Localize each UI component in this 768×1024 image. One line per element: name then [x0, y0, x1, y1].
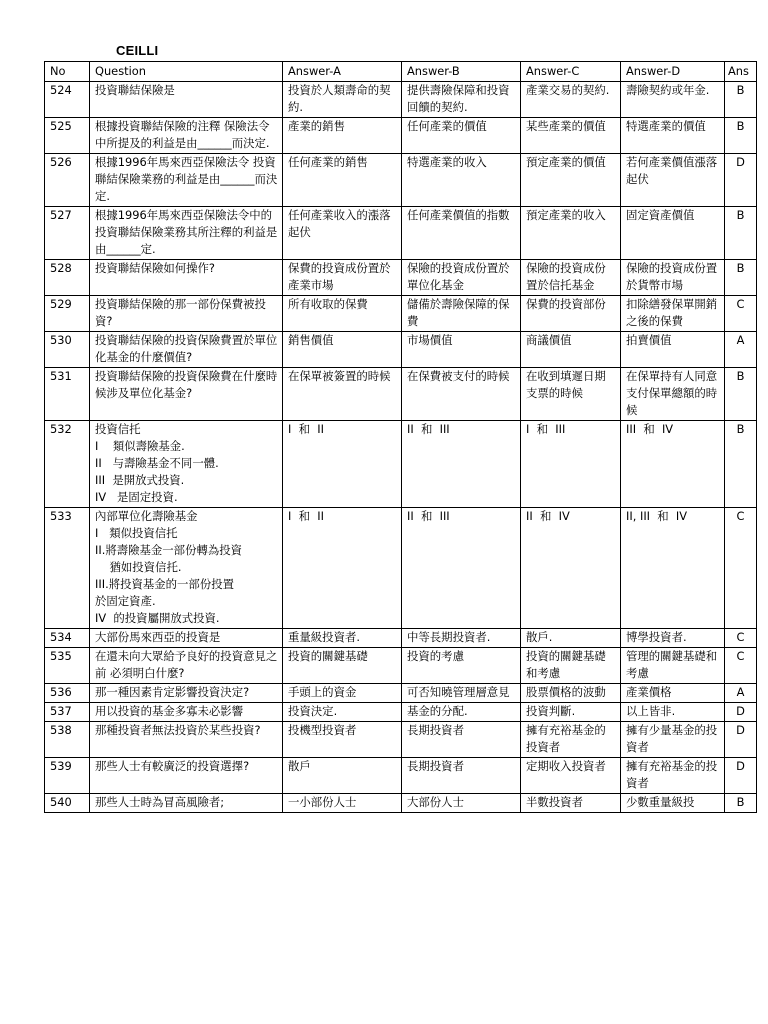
cell-answer-d-text: II, III 和 IV: [626, 509, 688, 523]
cell-question: [90, 82, 283, 118]
cell-answer-c: [521, 648, 621, 684]
cell-question: [90, 648, 283, 684]
cell-question-text: 根據1996年馬來西亞保險法令中的投資聯結保險業務其所注釋的利益是由______定.: [95, 208, 278, 256]
cell-no-text: 535: [50, 649, 72, 663]
cell-answer-d-text: 在保單持有人同意支付保單總額的時候: [626, 369, 718, 417]
cell-answer-d-text: 擁有少量基金的投資者: [626, 723, 718, 754]
cell-question: [90, 260, 283, 296]
cell-answer-d: [621, 758, 725, 794]
header-row: [45, 62, 757, 82]
cell-no: [45, 421, 90, 508]
cell-question-text: 那些人士有較廣泛的投資選擇?: [95, 759, 250, 773]
cell-ans: [725, 629, 757, 648]
cell-answer-b-text: 中等長期投資者.: [407, 630, 491, 644]
cell-question-text: 根據投資聯結保險的注釋 保險法令中所提及的利益是由______而決定.: [95, 119, 270, 150]
cell-answer-c-text: 商議價值: [526, 333, 572, 347]
cell-answer-d: [621, 207, 725, 260]
cell-answer-a: [283, 629, 402, 648]
cell-answer-d: [621, 629, 725, 648]
cell-no-text: 527: [50, 208, 72, 222]
cell-answer-d-text: 固定資產價值: [626, 208, 695, 222]
cell-ans-text: B: [736, 119, 745, 133]
cell-answer-b: [402, 629, 521, 648]
cell-no-text: 537: [50, 704, 72, 718]
table-row: [45, 368, 757, 421]
cell-answer-c: [521, 154, 621, 207]
cell-no: [45, 794, 90, 813]
cell-ans: [725, 648, 757, 684]
cell-answer-b-text: II 和 III: [407, 422, 450, 436]
cell-ans: [725, 421, 757, 508]
table-row: [45, 421, 757, 508]
cell-answer-c: [521, 368, 621, 421]
cell-answer-b-text: 長期投資者: [407, 759, 464, 773]
cell-answer-c: [521, 794, 621, 813]
cell-answer-d-text: 以上皆非.: [626, 704, 676, 718]
cell-answer-d: [621, 332, 725, 368]
cell-answer-b-text: II 和 III: [407, 509, 450, 523]
cell-answer-a-text: 投資的關鍵基礎: [288, 649, 368, 663]
cell-question-text: 投資聯結保險的那一部份保費被投資?: [95, 297, 266, 328]
cell-answer-b: [402, 703, 521, 722]
table-row: [45, 296, 757, 332]
cell-answer-b: [402, 421, 521, 508]
cell-no: [45, 722, 90, 758]
cell-answer-d: [621, 794, 725, 813]
header-answer-c: Answer-C: [521, 62, 621, 82]
cell-answer-a-text: 一小部份人士: [288, 795, 357, 809]
cell-question: [90, 154, 283, 207]
cell-answer-b: [402, 207, 521, 260]
cell-no-text: 529: [50, 297, 72, 311]
cell-question: [90, 421, 283, 508]
question-table: [44, 61, 757, 813]
cell-no-text: 531: [50, 369, 72, 383]
cell-answer-b-text: 提供壽險保障和投資回饋的契約.: [407, 83, 510, 114]
cell-ans: [725, 118, 757, 154]
cell-question-text: 用以投資的基金多寡未必影響: [95, 704, 244, 718]
cell-answer-b-text: 特選產業的收入: [407, 155, 487, 169]
cell-no-text: 525: [50, 119, 72, 133]
table-row: [45, 332, 757, 368]
cell-answer-b: [402, 82, 521, 118]
cell-answer-c-text: 某些產業的價值: [526, 119, 606, 133]
cell-answer-c-text: 保險的投資成份置於信托基金: [526, 261, 606, 292]
header-no: No: [45, 62, 90, 82]
table-row: [45, 794, 757, 813]
cell-ans: [725, 154, 757, 207]
cell-answer-c-text: 半數投資者: [526, 795, 583, 809]
cell-answer-c: [521, 421, 621, 508]
cell-no-text: 533: [50, 509, 72, 523]
cell-answer-b: [402, 758, 521, 794]
cell-ans: [725, 332, 757, 368]
cell-ans-text: B: [736, 261, 745, 275]
cell-answer-c-text: 定期收入投資者: [526, 759, 606, 773]
cell-answer-c: [521, 703, 621, 722]
cell-answer-a: [283, 722, 402, 758]
cell-no-text: 538: [50, 723, 72, 737]
cell-answer-c-text: 股票價格的波動: [526, 685, 606, 699]
cell-answer-a: [283, 207, 402, 260]
cell-answer-a-text: I 和 II: [288, 422, 324, 436]
cell-question: [90, 508, 283, 629]
cell-answer-d: [621, 296, 725, 332]
cell-ans-text: C: [736, 297, 745, 311]
document-title: CEILLI: [116, 43, 159, 58]
cell-answer-a-text: 銷售價值: [288, 333, 334, 347]
header-ans: Ans: [725, 62, 757, 82]
cell-answer-a: [283, 82, 402, 118]
cell-answer-a: [283, 296, 402, 332]
cell-answer-b-text: 基金的分配.: [407, 704, 468, 718]
cell-answer-c: [521, 629, 621, 648]
cell-no: [45, 368, 90, 421]
cell-answer-b-text: 任何產業價值的指數: [407, 208, 510, 222]
cell-answer-c-text: 在收到填遲日期支票的時候: [526, 369, 606, 400]
cell-answer-a: [283, 648, 402, 684]
cell-answer-d: [621, 154, 725, 207]
table-row: [45, 758, 757, 794]
cell-answer-d-text: 管理的關鍵基礎和考慮: [626, 649, 718, 680]
table-row: [45, 82, 757, 118]
cell-answer-b: [402, 118, 521, 154]
cell-answer-a-text: 投資於人類壽命的契約.: [288, 83, 391, 114]
cell-question-text: 投資聯結保險是: [95, 83, 175, 97]
cell-answer-c-text: 散戶.: [526, 630, 553, 644]
cell-answer-a-text: 重量級投資者.: [288, 630, 360, 644]
table-row: [45, 154, 757, 207]
cell-answer-b: [402, 296, 521, 332]
cell-answer-d: [621, 508, 725, 629]
cell-ans-text: D: [736, 759, 745, 773]
cell-answer-d-text: 博學投資者.: [626, 630, 687, 644]
cell-no: [45, 260, 90, 296]
cell-answer-a: [283, 154, 402, 207]
cell-no: [45, 648, 90, 684]
cell-ans-text: B: [736, 208, 745, 222]
cell-answer-a-text: 所有收取的保費: [288, 297, 368, 311]
cell-question-text: 那些人士時為冒高風險者;: [95, 795, 225, 809]
cell-answer-d-text: 若何產業價值漲落起伏: [626, 155, 718, 186]
cell-answer-d: [621, 684, 725, 703]
cell-ans-text: C: [736, 649, 745, 663]
cell-answer-b-text: 儲備於壽險保障的保費: [407, 297, 510, 328]
cell-no: [45, 703, 90, 722]
cell-question-text: 那種投資者無法投資於某些投資?: [95, 723, 261, 737]
cell-answer-b: [402, 508, 521, 629]
cell-answer-c-text: 投資的關鍵基礎和考慮: [526, 649, 606, 680]
cell-answer-d-text: 產業價格: [626, 685, 672, 699]
cell-ans: [725, 260, 757, 296]
cell-question: [90, 118, 283, 154]
cell-answer-c: [521, 722, 621, 758]
cell-ans-text: C: [736, 630, 745, 644]
cell-answer-a-text: 投機型投資者: [288, 723, 357, 737]
cell-answer-c: [521, 82, 621, 118]
cell-ans-text: A: [736, 333, 745, 347]
cell-answer-c-text: II 和 IV: [526, 509, 570, 523]
cell-answer-c: [521, 684, 621, 703]
cell-answer-d: [621, 421, 725, 508]
cell-question: [90, 722, 283, 758]
cell-no: [45, 684, 90, 703]
cell-answer-b-text: 長期投資者: [407, 723, 464, 737]
cell-answer-b: [402, 648, 521, 684]
cell-question-text: 大部份馬來西亞的投資是: [95, 630, 221, 644]
cell-ans: [725, 207, 757, 260]
cell-ans: [725, 703, 757, 722]
cell-ans-text: C: [736, 509, 745, 523]
cell-question-text: 內部單位化壽險基金 I 類似投資信托 II.將壽險基金一部份轉為投資 猶如投資信托. III.將投資基金的一部份投置 於固定資產. IV 的投資屬開放式投資.: [95, 509, 243, 625]
cell-no: [45, 82, 90, 118]
cell-question-text: 根據1996年馬來西亞保險法令 投資聯結保險業務的利益是由______而決定.: [95, 155, 278, 203]
cell-ans-text: B: [736, 795, 745, 809]
cell-question: [90, 703, 283, 722]
cell-ans-text: D: [736, 723, 745, 737]
cell-answer-a-text: 保費的投資成份置於產業市場: [288, 261, 391, 292]
cell-answer-a: [283, 684, 402, 703]
cell-no: [45, 508, 90, 629]
cell-no-text: 528: [50, 261, 72, 275]
cell-no: [45, 332, 90, 368]
cell-answer-c-text: 投資判斷.: [526, 704, 576, 718]
cell-no-text: 539: [50, 759, 72, 773]
header-answer-d: Answer-D: [621, 62, 725, 82]
header-answer-b: Answer-B: [402, 62, 521, 82]
cell-answer-b-text: 市場價值: [407, 333, 453, 347]
table-row: [45, 508, 757, 629]
cell-question: [90, 629, 283, 648]
cell-answer-d: [621, 722, 725, 758]
cell-answer-d: [621, 648, 725, 684]
cell-answer-d: [621, 260, 725, 296]
table-row: [45, 684, 757, 703]
cell-answer-d: [621, 703, 725, 722]
cell-answer-a-text: 散戶: [288, 759, 311, 773]
cell-ans-text: A: [736, 685, 745, 699]
cell-answer-b-text: 任何產業的價值: [407, 119, 487, 133]
cell-no-text: 532: [50, 422, 72, 436]
cell-question-text: 投資聯結保險如何操作?: [95, 261, 215, 275]
cell-no: [45, 758, 90, 794]
header-answer-a: Answer-A: [283, 62, 402, 82]
cell-ans-text: B: [736, 369, 745, 383]
cell-answer-b-text: 投資的考慮: [407, 649, 464, 663]
cell-no-text: 530: [50, 333, 72, 347]
cell-ans: [725, 82, 757, 118]
cell-answer-a-text: 在保單被簽置的時候: [288, 369, 391, 383]
cell-answer-b-text: 在保費被支付的時候: [407, 369, 510, 383]
cell-ans: [725, 722, 757, 758]
table-row: [45, 118, 757, 154]
cell-answer-c: [521, 118, 621, 154]
cell-answer-d-text: 擁有充裕基金的投資者: [626, 759, 718, 790]
cell-question: [90, 296, 283, 332]
table-row: [45, 648, 757, 684]
cell-ans-text: B: [736, 422, 745, 436]
cell-answer-a-text: 任何產業的銷售: [288, 155, 368, 169]
cell-answer-c: [521, 207, 621, 260]
cell-answer-b: [402, 154, 521, 207]
cell-no: [45, 118, 90, 154]
cell-no-text: 540: [50, 795, 72, 809]
cell-answer-a: [283, 703, 402, 722]
cell-answer-a: [283, 421, 402, 508]
cell-ans: [725, 296, 757, 332]
cell-question: [90, 758, 283, 794]
cell-ans-text: B: [736, 83, 745, 97]
cell-answer-b: [402, 260, 521, 296]
cell-no-text: 524: [50, 83, 72, 97]
cell-answer-a: [283, 260, 402, 296]
cell-answer-b-text: 可否知曉管理層意見: [407, 685, 510, 699]
cell-ans: [725, 758, 757, 794]
cell-answer-b-text: 保險的投資成份置於單位化基金: [407, 261, 510, 292]
table-row: [45, 722, 757, 758]
cell-question-text: 投資聯結保險的投資保險費在什麼時候涉及單位化基金?: [95, 369, 278, 400]
cell-answer-c: [521, 296, 621, 332]
cell-no: [45, 629, 90, 648]
cell-question: [90, 368, 283, 421]
cell-answer-c: [521, 332, 621, 368]
cell-answer-a: [283, 758, 402, 794]
cell-question: [90, 794, 283, 813]
cell-answer-c-text: 擁有充裕基金的投資者: [526, 723, 606, 754]
cell-answer-a: [283, 368, 402, 421]
cell-ans-text: D: [736, 155, 745, 169]
cell-no: [45, 207, 90, 260]
cell-answer-d-text: III 和 IV: [626, 422, 674, 436]
cell-no-text: 534: [50, 630, 72, 644]
cell-answer-d: [621, 82, 725, 118]
cell-ans: [725, 368, 757, 421]
cell-answer-d: [621, 368, 725, 421]
cell-ans: [725, 508, 757, 629]
cell-answer-a: [283, 118, 402, 154]
cell-answer-c: [521, 508, 621, 629]
cell-answer-b: [402, 368, 521, 421]
cell-answer-c-text: 預定產業的價值: [526, 155, 606, 169]
cell-answer-c-text: I 和 III: [526, 422, 566, 436]
cell-answer-a: [283, 332, 402, 368]
cell-answer-a-text: 投資決定.: [288, 704, 338, 718]
cell-answer-a-text: 手頭上的資金: [288, 685, 357, 699]
table-row: [45, 629, 757, 648]
cell-question-text: 那一種因素肯定影響投資決定?: [95, 685, 250, 699]
cell-answer-a-text: 任何產業收入的漲落起伏: [288, 208, 391, 239]
cell-answer-a: [283, 794, 402, 813]
cell-ans-text: D: [736, 704, 745, 718]
cell-answer-c: [521, 260, 621, 296]
cell-question-text: 投資聯結保險的投資保險費置於單位化基金的什麼價值?: [95, 333, 278, 364]
cell-question: [90, 684, 283, 703]
cell-answer-d-text: 拍賣價值: [626, 333, 672, 347]
table-row: [45, 207, 757, 260]
cell-answer-b: [402, 794, 521, 813]
cell-answer-b: [402, 684, 521, 703]
table-row: [45, 260, 757, 296]
cell-no: [45, 296, 90, 332]
cell-question: [90, 332, 283, 368]
cell-answer-c-text: 產業交易的契約.: [526, 83, 610, 97]
cell-answer-c-text: 預定產業的收入: [526, 208, 606, 222]
cell-ans: [725, 684, 757, 703]
cell-no: [45, 154, 90, 207]
cell-ans: [725, 794, 757, 813]
table-row: [45, 703, 757, 722]
cell-answer-d-text: 扣除繕發保單開銷之後的保費: [626, 297, 718, 328]
cell-answer-d-text: 保險的投資成份置於貨幣市場: [626, 261, 718, 292]
cell-answer-b-text: 大部份人士: [407, 795, 464, 809]
cell-answer-a-text: I 和 II: [288, 509, 324, 523]
cell-answer-d-text: 特選產業的價值: [626, 119, 706, 133]
cell-question-text: 投資信托 I 類似壽險基金. II 与壽險基金不同一體. III 是開放式投資. IV 是固定投資.: [95, 422, 219, 504]
cell-question-text: 在還未向大眾給予良好的投資意見之前 必須明白什麼?: [95, 649, 278, 680]
header-question: Question: [90, 62, 283, 82]
cell-answer-c-text: 保費的投資部份: [526, 297, 606, 311]
cell-answer-a: [283, 508, 402, 629]
cell-answer-a-text: 產業的銷售: [288, 119, 345, 133]
cell-no-text: 526: [50, 155, 72, 169]
cell-question: [90, 207, 283, 260]
cell-no-text: 536: [50, 685, 72, 699]
cell-answer-d: [621, 118, 725, 154]
cell-answer-b: [402, 332, 521, 368]
cell-answer-b: [402, 722, 521, 758]
cell-answer-d-text: 壽險契約或年金.: [626, 83, 710, 97]
cell-answer-c: [521, 758, 621, 794]
cell-answer-d-text: 少數重量級投: [626, 795, 695, 809]
